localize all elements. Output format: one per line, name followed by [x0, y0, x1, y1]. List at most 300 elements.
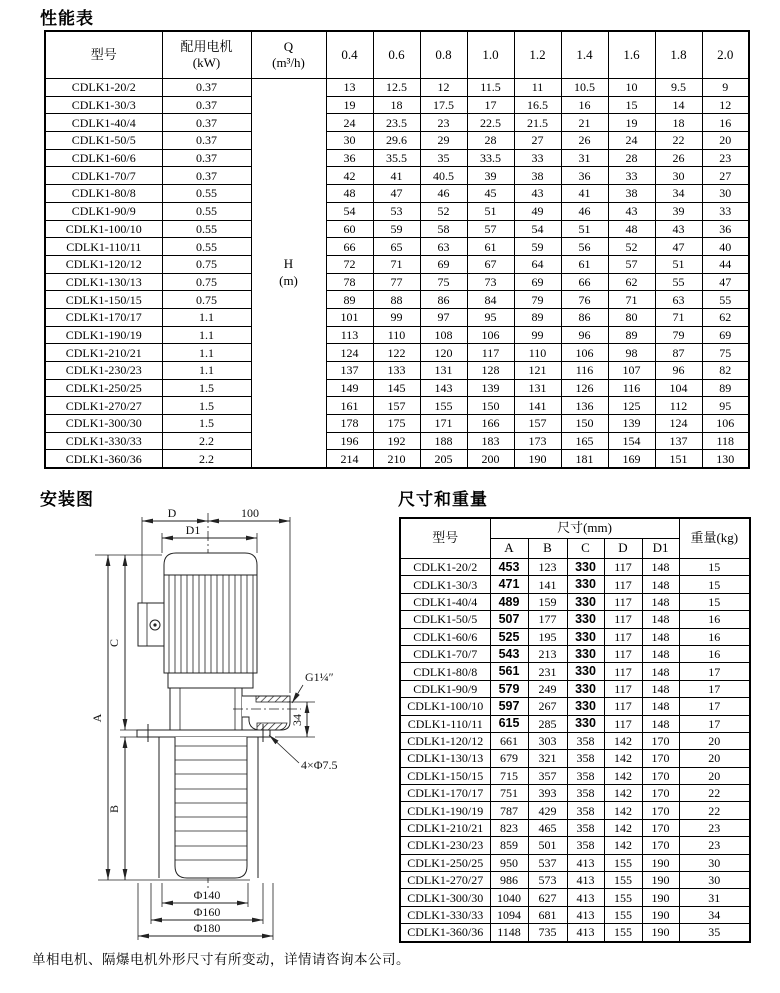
motor-kw-cell: 0.37 [162, 96, 251, 114]
motor-kw-cell: 1.1 [162, 344, 251, 362]
head-value-cell: 10.5 [561, 79, 608, 97]
head-value-cell: 107 [608, 362, 655, 380]
dim-value-cell: 787 [490, 802, 528, 819]
weight-cell: 17 [679, 715, 750, 732]
head-value-cell: 108 [420, 326, 467, 344]
head-value-cell: 173 [514, 432, 561, 450]
head-value-cell: 106 [561, 344, 608, 362]
head-value-cell: 113 [326, 326, 373, 344]
model-cell: CDLK1-270/27 [400, 872, 490, 889]
model-cell: CDLK1-190/19 [400, 802, 490, 819]
head-value-cell: 29.6 [373, 132, 420, 150]
dim-value-cell: 117 [604, 611, 642, 628]
head-value-cell: 84 [467, 291, 514, 309]
performance-table-body [45, 79, 749, 469]
dim-value-cell: 142 [604, 819, 642, 836]
dim-value-cell: 615 [490, 715, 528, 732]
head-value-cell: 41 [561, 185, 608, 203]
dim-value-cell: 715 [490, 767, 528, 784]
dim-value-cell: 142 [604, 785, 642, 802]
head-value-cell: 141 [514, 397, 561, 415]
head-value-cell: 112 [655, 397, 702, 415]
head-value-cell: 23.5 [373, 114, 420, 132]
motor-flange [168, 673, 253, 688]
model-cell: CDLK1-150/15 [400, 767, 490, 784]
performance-row [45, 149, 749, 167]
head-value-cell: 38 [514, 167, 561, 185]
head-value-cell: 79 [514, 291, 561, 309]
head-value-cell: 200 [467, 450, 514, 468]
model-cell: CDLK1-100/10 [45, 220, 162, 238]
head-value-cell: 157 [514, 415, 561, 433]
performance-row [45, 79, 749, 97]
model-cell: CDLK1-100/10 [400, 698, 490, 715]
dim-value-cell: 507 [490, 611, 528, 628]
dim-value-cell: 1148 [490, 924, 528, 942]
weight-cell: 30 [679, 854, 750, 871]
head-value-cell: 12 [420, 79, 467, 97]
installation-diagram [35, 503, 385, 948]
head-value-cell: 47 [373, 185, 420, 203]
head-value-cell: 55 [655, 273, 702, 291]
dim-value-cell: 525 [490, 628, 528, 645]
head-value-cell: 110 [514, 344, 561, 362]
head-value-cell: 106 [467, 326, 514, 344]
head-value-cell: 69 [420, 255, 467, 273]
head-value-cell: 54 [514, 220, 561, 238]
head-value-cell: 35.5 [373, 149, 420, 167]
head-value-cell: 53 [373, 202, 420, 220]
head-value-cell: 65 [373, 238, 420, 256]
weight-cell: 15 [679, 576, 750, 593]
head-value-cell: 33 [608, 167, 655, 185]
motor-header-label: 配用电机 [180, 38, 233, 54]
head-value-cell: 89 [514, 308, 561, 326]
dim-value-cell: 393 [528, 785, 567, 802]
dim-value-cell: 170 [642, 767, 679, 784]
head-value-cell: 165 [561, 432, 608, 450]
dim-value-cell: 543 [490, 645, 528, 662]
weight-cell: 15 [679, 559, 750, 576]
dims-col-header: C [567, 539, 604, 559]
dim-value-cell: 170 [642, 837, 679, 854]
dim-value-cell: 155 [604, 889, 642, 906]
head-value-cell: 57 [608, 255, 655, 273]
motor-kw-cell: 0.55 [162, 202, 251, 220]
dim-value-cell: 148 [642, 698, 679, 715]
dim-value-cell: 679 [490, 750, 528, 767]
model-cell: CDLK1-130/13 [400, 750, 490, 767]
head-value-cell: 120 [420, 344, 467, 362]
head-value-cell: 27 [702, 167, 749, 185]
weight-cell: 16 [679, 645, 750, 662]
dim-value-cell: 859 [490, 837, 528, 854]
model-cell: CDLK1-230/23 [400, 837, 490, 854]
performance-row [45, 202, 749, 220]
model-cell: CDLK1-40/4 [45, 114, 162, 132]
head-value-cell: 214 [326, 450, 373, 468]
head-value-cell: 122 [373, 344, 420, 362]
dimension-row [400, 663, 750, 680]
head-value-cell: 69 [702, 326, 749, 344]
model-cell: CDLK1-170/17 [400, 785, 490, 802]
head-value-cell: 51 [655, 255, 702, 273]
head-value-cell: 71 [373, 255, 420, 273]
dim-value-cell: 141 [528, 576, 567, 593]
dimension-row [400, 802, 750, 819]
head-value-cell: 17.5 [420, 96, 467, 114]
dimension-row [400, 628, 750, 645]
dimension-row [400, 715, 750, 732]
dim-value-cell: 597 [490, 698, 528, 715]
head-value-cell: 54 [326, 202, 373, 220]
head-value-cell: 169 [608, 450, 655, 468]
performance-row [45, 96, 749, 114]
dia-140-label: Φ140 [193, 888, 221, 902]
dim-value-cell: 142 [604, 837, 642, 854]
head-value-cell: 161 [326, 397, 373, 415]
model-cell: CDLK1-70/7 [400, 645, 490, 662]
motor-kw-cell: 0.55 [162, 185, 251, 203]
model-cell: CDLK1-60/6 [400, 628, 490, 645]
head-value-cell: 19 [608, 114, 655, 132]
head-value-cell: 124 [326, 344, 373, 362]
dim-label-34: 34 [290, 714, 304, 726]
head-value-cell: 71 [608, 291, 655, 309]
motor-kw-cell: 0.37 [162, 79, 251, 97]
performance-row [45, 326, 749, 344]
dim-value-cell: 579 [490, 680, 528, 697]
head-value-cell: 63 [420, 238, 467, 256]
weight-cell: 22 [679, 802, 750, 819]
head-value-cell: 20 [702, 132, 749, 150]
performance-row [45, 308, 749, 326]
performance-row [45, 167, 749, 185]
motor-header-unit: (kW) [192, 55, 221, 70]
head-value-cell: 14 [655, 96, 702, 114]
head-value-cell: 26 [655, 149, 702, 167]
port-leader [292, 685, 303, 703]
head-value-cell: 99 [373, 308, 420, 326]
head-value-cell: 15 [608, 96, 655, 114]
head-value-cell: 11.5 [467, 79, 514, 97]
flow-header-cell: 1.2 [514, 31, 561, 79]
head-value-cell: 30 [655, 167, 702, 185]
head-value-cell: 95 [702, 397, 749, 415]
head-value-cell: 29 [420, 132, 467, 150]
dim-value-cell: 190 [642, 889, 679, 906]
dim-value-cell: 123 [528, 559, 567, 576]
performance-row [45, 344, 749, 362]
q-label: Q [283, 38, 294, 54]
model-cell: CDLK1-20/2 [45, 79, 162, 97]
dim-value-cell: 358 [567, 819, 604, 836]
dim-value-cell: 330 [567, 576, 604, 593]
model-cell: CDLK1-130/13 [45, 273, 162, 291]
head-value-cell: 59 [373, 220, 420, 238]
head-value-cell: 18 [373, 96, 420, 114]
head-value-cell: 145 [373, 379, 420, 397]
head-value-cell: 82 [702, 362, 749, 380]
dim-value-cell: 142 [604, 732, 642, 749]
dim-value-cell: 358 [567, 837, 604, 854]
head-value-cell: 96 [561, 326, 608, 344]
dim-value-cell: 950 [490, 854, 528, 871]
dim-value-cell: 267 [528, 698, 567, 715]
dim-value-cell: 117 [604, 715, 642, 732]
model-header: 型号 [45, 31, 162, 79]
performance-row [45, 432, 749, 450]
dim-value-cell: 986 [490, 872, 528, 889]
model-cell: CDLK1-210/21 [400, 819, 490, 836]
head-value-cell: 166 [467, 415, 514, 433]
head-value-cell: 95 [467, 308, 514, 326]
model-cell: CDLK1-80/8 [400, 663, 490, 680]
dim-value-cell: 358 [567, 767, 604, 784]
performance-row [45, 114, 749, 132]
dim-value-cell: 170 [642, 750, 679, 767]
head-value-cell: 131 [420, 362, 467, 380]
dim-value-cell: 155 [604, 854, 642, 871]
performance-row [45, 397, 749, 415]
head-value-cell: 205 [420, 450, 467, 468]
performance-row [45, 185, 749, 203]
motor-kw-cell: 1.5 [162, 415, 251, 433]
dim-label-d1: D1 [185, 523, 201, 537]
dims-col-header: D1 [642, 539, 679, 559]
dimension-row [400, 680, 750, 697]
head-value-cell: 58 [420, 220, 467, 238]
motor-body [164, 575, 257, 673]
performance-title: 性能表 [40, 9, 94, 29]
bolt-holes-label: 4×Φ7.5 [301, 758, 338, 772]
model-cell: CDLK1-30/3 [45, 96, 162, 114]
head-value-cell: 79 [655, 326, 702, 344]
dim-value-cell: 249 [528, 680, 567, 697]
dims-weight-header: 重量(kg) [679, 518, 750, 559]
weight-cell: 17 [679, 698, 750, 715]
head-value-cell: 34 [655, 185, 702, 203]
dim-label-a: A [90, 713, 104, 723]
flow-header-cell: 2.0 [702, 31, 749, 79]
head-value-cell: 13 [326, 79, 373, 97]
dimensions-table [399, 517, 751, 943]
head-value-cell: 151 [655, 450, 702, 468]
dim-value-cell: 148 [642, 663, 679, 680]
head-value-cell: 196 [326, 432, 373, 450]
mounting-plate [137, 730, 270, 737]
dim-value-cell: 155 [604, 924, 642, 942]
dim-value-cell: 751 [490, 785, 528, 802]
bolt-holes-leader [269, 735, 299, 763]
head-value-cell: 24 [608, 132, 655, 150]
head-value-cell: 17 [467, 96, 514, 114]
flow-header-cell: 1.4 [561, 31, 608, 79]
dimension-row [400, 872, 750, 889]
model-cell: CDLK1-150/15 [45, 291, 162, 309]
dim-value-cell: 413 [567, 889, 604, 906]
performance-table [44, 30, 750, 469]
weight-cell: 15 [679, 593, 750, 610]
head-value-cell: 16 [702, 114, 749, 132]
head-value-cell: 110 [373, 326, 420, 344]
dim-value-cell: 735 [528, 924, 567, 942]
head-value-cell: 57 [467, 220, 514, 238]
head-value-cell: 71 [655, 308, 702, 326]
dim-value-cell: 170 [642, 819, 679, 836]
weight-cell: 22 [679, 785, 750, 802]
model-cell: CDLK1-330/33 [400, 906, 490, 923]
dim-value-cell: 330 [567, 663, 604, 680]
head-value-cell: 48 [608, 220, 655, 238]
dim-value-cell: 429 [528, 802, 567, 819]
head-value-cell: 39 [655, 202, 702, 220]
head-value-cell: 150 [467, 397, 514, 415]
motor-kw-cell: 2.2 [162, 450, 251, 468]
model-cell: CDLK1-60/6 [45, 149, 162, 167]
head-value-cell: 69 [514, 273, 561, 291]
head-value-cell: 61 [467, 238, 514, 256]
dim-value-cell: 117 [604, 680, 642, 697]
motor-kw-cell: 1.1 [162, 308, 251, 326]
dim-value-cell: 117 [604, 576, 642, 593]
dim-value-cell: 195 [528, 628, 567, 645]
model-cell: CDLK1-110/11 [45, 238, 162, 256]
head-value-cell: 89 [608, 326, 655, 344]
head-value-cell: 22.5 [467, 114, 514, 132]
weight-cell: 31 [679, 889, 750, 906]
dim-value-cell: 330 [567, 645, 604, 662]
dim-value-cell: 358 [567, 802, 604, 819]
dimension-row [400, 819, 750, 836]
dim-value-cell: 142 [604, 802, 642, 819]
dim-label-d: D [167, 506, 177, 520]
performance-row [45, 273, 749, 291]
head-value-cell: 23 [420, 114, 467, 132]
q-unit: (m³/h) [272, 55, 305, 70]
head-value-cell: 43 [608, 202, 655, 220]
dim-value-cell: 148 [642, 680, 679, 697]
head-value-cell: 55 [702, 291, 749, 309]
head-unit-cell: H (m) [251, 79, 326, 469]
head-value-cell: 86 [420, 291, 467, 309]
head-value-cell: 31 [561, 149, 608, 167]
motor-kw-cell: 0.55 [162, 238, 251, 256]
pump-barrel [175, 737, 247, 878]
model-cell: CDLK1-30/3 [400, 576, 490, 593]
dim-value-cell: 330 [567, 628, 604, 645]
head-value-cell: 80 [608, 308, 655, 326]
model-cell: CDLK1-170/17 [45, 308, 162, 326]
head-value-cell: 60 [326, 220, 373, 238]
weight-cell: 17 [679, 680, 750, 697]
head-value-cell: 125 [608, 397, 655, 415]
head-value-cell: 40.5 [420, 167, 467, 185]
dim-value-cell: 148 [642, 628, 679, 645]
dim-value-cell: 661 [490, 732, 528, 749]
head-value-cell: 43 [655, 220, 702, 238]
performance-row [45, 379, 749, 397]
flow-header-cell: 0.8 [420, 31, 467, 79]
head-value-cell: 66 [326, 238, 373, 256]
head-value-cell: 12.5 [373, 79, 420, 97]
dim-value-cell: 330 [567, 593, 604, 610]
dim-value-cell: 501 [528, 837, 567, 854]
head-value-cell: 19 [326, 96, 373, 114]
head-value-cell: 38 [608, 185, 655, 203]
dim-value-cell: 453 [490, 559, 528, 576]
performance-row [45, 291, 749, 309]
head-value-cell: 28 [608, 149, 655, 167]
dim-value-cell: 561 [490, 663, 528, 680]
head-value-cell: 181 [561, 450, 608, 468]
model-cell: CDLK1-20/2 [400, 559, 490, 576]
head-value-cell: 10 [608, 79, 655, 97]
head-value-cell: 175 [373, 415, 420, 433]
model-cell: CDLK1-210/21 [45, 344, 162, 362]
head-value-cell: 21.5 [514, 114, 561, 132]
head-value-cell: 23 [702, 149, 749, 167]
performance-row [45, 132, 749, 150]
dim-value-cell: 321 [528, 750, 567, 767]
dim-value-cell: 190 [642, 924, 679, 942]
head-value-cell: 86 [561, 308, 608, 326]
dim-value-cell: 148 [642, 611, 679, 628]
dim-value-cell: 681 [528, 906, 567, 923]
head-value-cell: 89 [702, 379, 749, 397]
performance-row [45, 220, 749, 238]
dim-value-cell: 117 [604, 559, 642, 576]
dimension-row [400, 767, 750, 784]
motor-kw-cell: 1.1 [162, 362, 251, 380]
model-cell: CDLK1-70/7 [45, 167, 162, 185]
head-value-cell: 178 [326, 415, 373, 433]
head-value-cell: 139 [467, 379, 514, 397]
weight-cell: 20 [679, 750, 750, 767]
dim-value-cell: 117 [604, 645, 642, 662]
model-cell: CDLK1-50/5 [45, 132, 162, 150]
motor-kw-cell: 1.5 [162, 397, 251, 415]
weight-cell: 23 [679, 837, 750, 854]
dimension-row [400, 785, 750, 802]
head-value-cell: 36 [326, 149, 373, 167]
dim-value-cell: 285 [528, 715, 567, 732]
dim-value-cell: 190 [642, 872, 679, 889]
head-value-cell: 52 [608, 238, 655, 256]
head-value-cell: 56 [561, 238, 608, 256]
head-value-cell: 30 [702, 185, 749, 203]
port-thread-hatch-bottom [257, 723, 287, 730]
head-value-cell: 46 [420, 185, 467, 203]
model-cell: CDLK1-250/25 [400, 854, 490, 871]
head-value-cell: 89 [326, 291, 373, 309]
dimension-row [400, 576, 750, 593]
head-value-cell: 157 [373, 397, 420, 415]
dimension-row [400, 611, 750, 628]
dim-value-cell: 170 [642, 732, 679, 749]
dim-value-cell: 148 [642, 593, 679, 610]
head-value-cell: 42 [326, 167, 373, 185]
head-value-cell: 97 [420, 308, 467, 326]
head-value-cell: 118 [702, 432, 749, 450]
dim-value-cell: 159 [528, 593, 567, 610]
motor-kw-cell: 0.37 [162, 114, 251, 132]
motor-kw-cell: 2.2 [162, 432, 251, 450]
head-value-cell: 22 [655, 132, 702, 150]
head-value-cell: 51 [561, 220, 608, 238]
dimension-row [400, 889, 750, 906]
motor-header [162, 31, 251, 79]
